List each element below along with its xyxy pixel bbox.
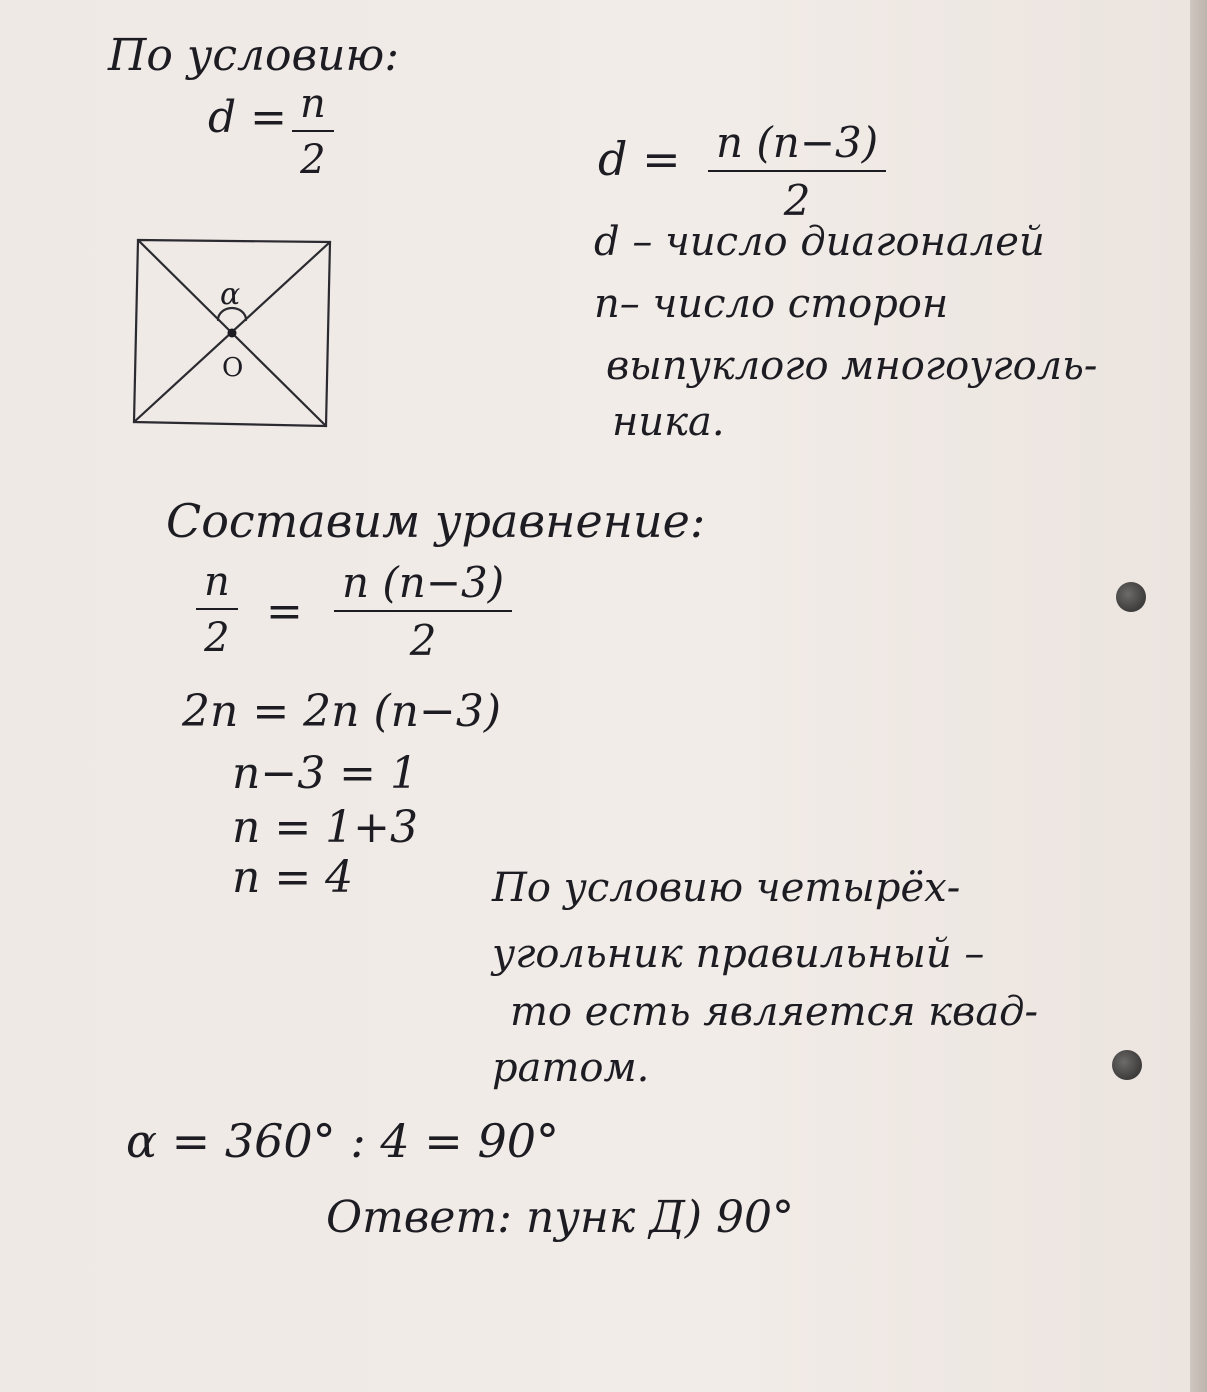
desc-line-1: d – число диагоналей <box>594 219 1045 265</box>
note-line-4: ратом. <box>492 1045 650 1091</box>
formula-fraction <box>708 118 886 225</box>
center-point <box>228 329 237 338</box>
step-2: n−3 = 1 <box>232 748 419 799</box>
equation-rhs-denominator: 2 <box>409 616 437 665</box>
center-label: O <box>222 353 244 383</box>
note-line-3: то есть является квад- <box>510 989 1039 1035</box>
step-3: n = 1+3 <box>232 802 419 853</box>
page-edge <box>1190 0 1207 1392</box>
punch-hole-top <box>1116 582 1146 612</box>
desc-line-2: n– число сторон <box>594 281 949 327</box>
formula-lhs: d = <box>598 132 681 186</box>
note-line-2: угольник правильный – <box>492 931 985 977</box>
formula-numerator: n (n−3) <box>708 122 886 172</box>
note-line-1: По условию четырёх- <box>492 865 961 911</box>
answer-line: Ответ: пунк Д) 90° <box>326 1192 794 1243</box>
equation-rhs-numerator: n (n−3) <box>334 562 512 612</box>
given-d-numerator: n <box>292 84 334 132</box>
equation-heading: Составим уравнение: <box>166 494 706 548</box>
punch-hole-bottom <box>1112 1050 1142 1080</box>
formula-denominator: 2 <box>783 176 811 225</box>
square-diagram <box>126 230 341 430</box>
equation-equals: = <box>266 586 303 637</box>
given-d-fraction <box>292 81 334 183</box>
desc-line-4: ника. <box>612 399 725 445</box>
condition-heading: По условию: <box>108 30 400 81</box>
step-1: 2n = 2n (n−3) <box>182 686 502 737</box>
equation-lhs-fraction <box>196 559 238 661</box>
step-4: n = 4 <box>232 852 354 903</box>
angle-label: α <box>220 277 241 312</box>
equation-lhs-numerator: n <box>196 562 238 610</box>
given-d-lhs: d = <box>208 92 288 143</box>
desc-line-3: выпуклого многоуголь- <box>606 343 1098 389</box>
alpha-calculation: α = 360° : 4 = 90° <box>126 1114 559 1168</box>
equation-rhs-fraction <box>334 558 512 665</box>
equation-lhs-denominator: 2 <box>204 615 230 661</box>
given-d-denominator: 2 <box>300 137 326 183</box>
